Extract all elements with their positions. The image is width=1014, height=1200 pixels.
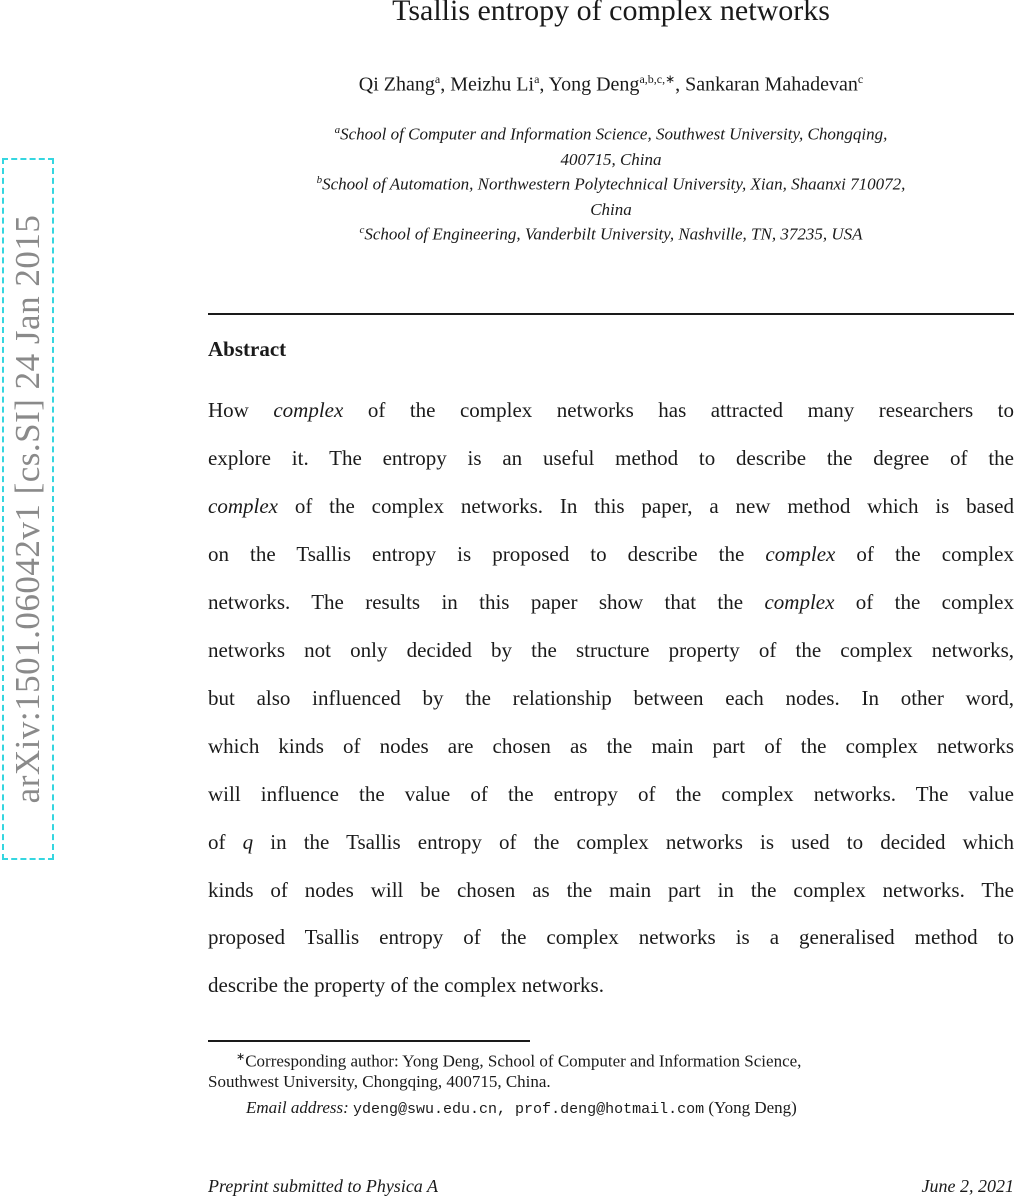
abstract-text: but also influenced by the relationship between each nodes. In other word, [208, 685, 1014, 710]
affiliation-text: 400715, China [560, 149, 662, 169]
author-affiliation-mark: a,b,c,∗ [639, 72, 676, 86]
abstract-line [208, 444, 1014, 472]
abstract-top-rule [208, 313, 1014, 315]
abstract-line [208, 732, 1014, 760]
arxiv-stamp [2, 158, 54, 860]
abstract-line [208, 876, 1014, 904]
abstract-text: explore it. The entropy is an useful method to describe the degree of the [208, 445, 1014, 470]
abstract-text: on the Tsallis entropy is proposed to describe the [208, 541, 766, 566]
emphasis-text: q [242, 829, 254, 854]
emphasis-text: complex [273, 398, 344, 422]
emphasis-text: complex [764, 589, 835, 614]
abstract-line [208, 396, 1014, 424]
abstract-heading: Abstract [208, 337, 287, 361]
abstract-line [208, 588, 1014, 616]
abstract-line [208, 684, 1014, 712]
abstract-text: of the complex networks has attracted many researchers to [343, 398, 1014, 422]
abstract-text: which kinds of nodes are chosen as the main part of the complex networks [208, 733, 1014, 758]
email-addresses: ydeng@swu.edu.cn, prof.deng@hotmail.com [353, 1101, 705, 1118]
abstract-line [208, 492, 1014, 520]
affiliation-mark: a [334, 124, 341, 136]
abstract-text: of the complex [834, 589, 1014, 614]
author-name: Meizhu Li [450, 73, 535, 96]
author-name: Sankaran Mahadevan [685, 73, 858, 96]
author-affiliation-mark: a [534, 72, 540, 86]
affiliation-text: China [590, 199, 632, 219]
abstract-line [208, 828, 1014, 856]
author-name: Yong Deng [548, 73, 640, 96]
abstract-text: kinds of nodes will be chosen as the main part in the complex networks. The [208, 877, 1014, 902]
affiliation-c [208, 218, 1014, 247]
preprint-date: June 2, 2021 [921, 1176, 1014, 1196]
author-list: Qi Zhang$^a$, Meizhu Li$^a$, Yong Deng$^{a,b,c,∗}$, Sankaran Mahadevan$^c$ [358, 72, 864, 96]
footnote-line: Southwest University, Chongqing, 400715, China. [208, 1072, 551, 1091]
abstract-line [208, 923, 1014, 951]
abstract-line [208, 540, 1014, 568]
affiliation-mark: b [316, 174, 323, 186]
abstract-text: will influence the value of the entropy of the complex networks. The value [208, 781, 1014, 806]
affiliation-b [208, 168, 1014, 222]
abstract-line [208, 971, 1014, 999]
affiliation-mark: c [359, 224, 365, 236]
footnote-text: Corresponding author: Yong Deng, School of Computer and Information Science, [245, 1051, 802, 1071]
abstract-text: of the complex networks. In this paper, a new method which is based [277, 493, 1014, 518]
preprint-note: Preprint submitted to Physica A [208, 1176, 438, 1196]
emphasis-text: complex [765, 541, 836, 566]
footnote-marker: ∗ [236, 1051, 246, 1063]
abstract-text: How [208, 398, 274, 422]
arxiv-identifier: arXiv:1501.06042v1 [cs.SI] 24 Jan 2015 [8, 214, 47, 804]
abstract-text: describe the property of the complex networks. [208, 973, 604, 998]
author-name: Qi Zhang [358, 73, 435, 96]
abstract-text: networks. The results in this paper show that the [208, 589, 765, 614]
affiliation-text: School of Computer and Information Science, Southwest University, Chongqing, [340, 124, 888, 144]
abstract-text: networks not only decided by the structure property of the complex networks, [208, 637, 1014, 662]
abstract-text: of [208, 829, 243, 854]
email-owner: (Yong Deng) [708, 1098, 797, 1117]
abstract-line [208, 780, 1014, 808]
footnote-rule [208, 1040, 530, 1042]
author-affiliation-mark: c [857, 72, 864, 86]
abstract-line [208, 636, 1014, 664]
affiliation-text: School of Automation, Northwestern Polytechnical University, Xian, Shaanxi 710072, [322, 174, 906, 194]
affiliation-a [208, 118, 1014, 172]
author-affiliation-mark: a [434, 72, 441, 86]
abstract-text: of the complex [835, 541, 1014, 566]
footnote-email-line [246, 1096, 797, 1122]
emphasis-text: complex [208, 493, 278, 518]
affiliation-text: School of Engineering, Vanderbilt University, Nashville, TN, 37235, USA [364, 224, 863, 244]
paper-title: Tsallis entropy of complex networks [392, 0, 830, 27]
email-label: Email address: [246, 1098, 349, 1117]
abstract-text: proposed Tsallis entropy of the complex networks is a generalised method to [208, 925, 1014, 950]
abstract-text: in the Tsallis entropy of the complex networks is used to decided which [253, 829, 1014, 854]
